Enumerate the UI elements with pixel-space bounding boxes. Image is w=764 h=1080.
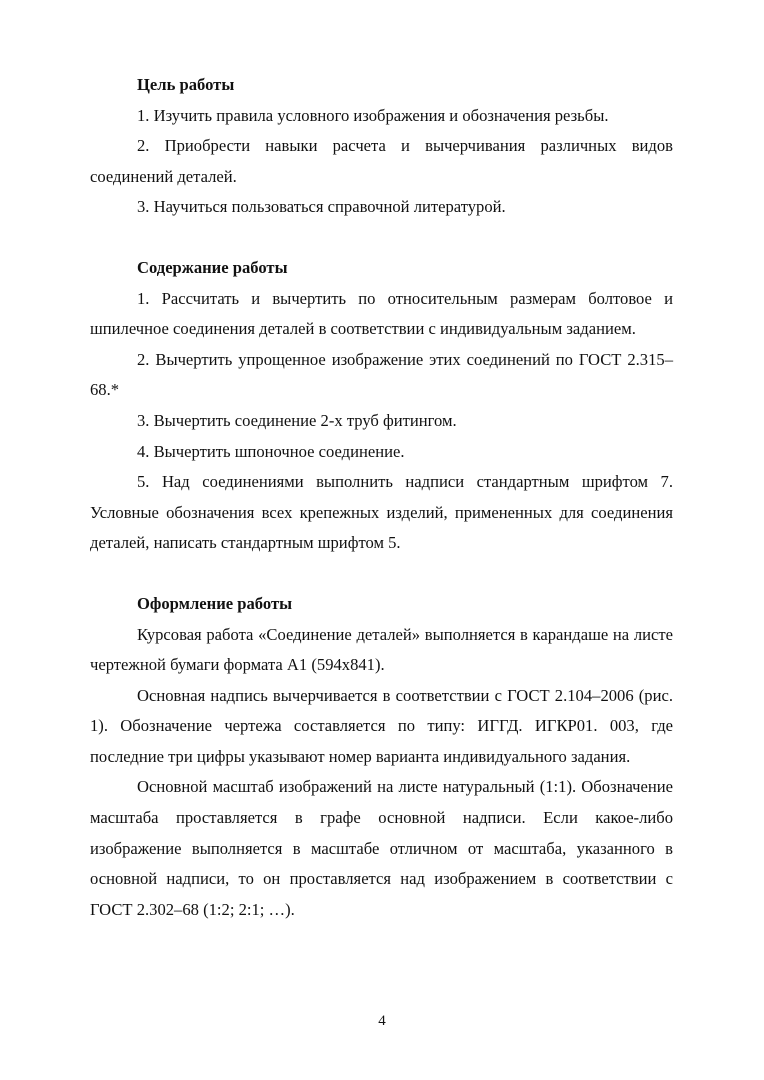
paragraph: Основной масштаб изображений на листе натуральный (1:1). Обозначение масштаба проставляется в графе основной надписи. Если какое-либо изображение выполняется в масштабе отличном от масштаба, указанного в основной надписи, то он проставляется над изображением в соответствии с ГОСТ 2.302–68 (1:2; 2:1; …). [90, 777, 673, 919]
paragraph: 2. Приобрести навыки расчета и вычерчивания различных видов соединений деталей. [90, 136, 673, 186]
section-heading: Содержание работы [137, 257, 288, 277]
paragraph: 4. Вычертить шпоночное соединение. [137, 441, 405, 461]
paragraph: 2. Вычертить упрощенное изображение этих соединений по ГОСТ 2.315–68.* [90, 349, 673, 400]
paragraph: Курсовая работа «Соединение деталей» выполняется в карандаше на листе чертежной бумаги формата А1 (594х841). [90, 624, 673, 675]
section-heading: Оформление работы [137, 593, 293, 613]
section-spacer [90, 223, 673, 253]
section-heading: Цель работы [137, 75, 235, 94]
section-spacer [90, 559, 673, 589]
paragraph: 1. Рассчитать и вычертить по относительным размерам болтовое и шпилечное соединения деталей в соответствии с индивидуальным заданием. [90, 288, 673, 339]
paragraph: 3. Научиться пользоваться справочной литературой. [137, 197, 506, 217]
paragraph: 1. Изучить правила условного изображения и обозначения резьбы. [137, 105, 609, 125]
paragraph: 5. Над соединениями выполнить надписи стандартным шрифтом 7. Условные обозначения всех крепежных изделий, примененных для соединения деталей, написать стандартным шрифтом 5. [90, 472, 673, 553]
section-goal [90, 70, 673, 223]
page-number: 4 [378, 1013, 386, 1029]
section-content [90, 253, 673, 559]
page-content [90, 70, 673, 925]
section-formatting [90, 589, 673, 926]
paragraph: 3. Вычертить соединение 2-х труб фитингом. [137, 410, 457, 430]
paragraph: Основная надпись вычерчивается в соответствии с ГОСТ 2.104–2006 (рис. 1). Обозначение чертежа составляется по типу: ИГГД. ИГКР01. 003, где последние три цифры указывают номер варианта индивидуального задания. [90, 685, 673, 766]
